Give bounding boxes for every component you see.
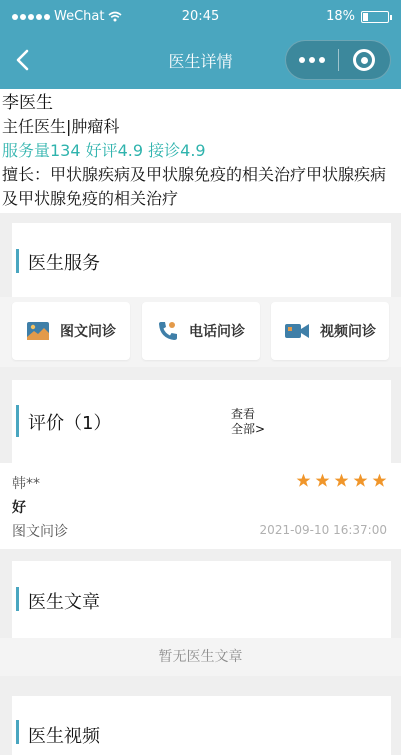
section-marker xyxy=(16,587,19,611)
review-text: 好 xyxy=(12,500,26,516)
reviews-header xyxy=(12,380,391,463)
doctor-title: 主任医生|肿瘤科 xyxy=(2,117,120,136)
phone-icon xyxy=(157,320,179,342)
review-date: 2021-09-10 16:37:00 xyxy=(259,523,387,537)
view-all-line2: 全部> xyxy=(231,422,266,436)
service-label: 图文问诊 xyxy=(60,324,116,340)
carrier-name: WeChat xyxy=(54,9,105,24)
service-label: 电话问诊 xyxy=(189,324,245,340)
clock: 20:45 xyxy=(181,9,220,24)
star-icon xyxy=(372,473,387,488)
top-bar xyxy=(0,0,401,89)
star-icon xyxy=(353,473,368,488)
articles-header xyxy=(12,561,391,638)
close-icon[interactable] xyxy=(339,40,390,80)
service-label: 视频问诊 xyxy=(320,324,376,340)
articles-empty-state: 暂无医生文章 xyxy=(0,638,401,676)
service-phone[interactable] xyxy=(142,302,260,360)
services-heading: 医生服务 xyxy=(28,253,100,274)
page-title: 医生详情 xyxy=(168,52,233,71)
video-camera-icon xyxy=(284,321,310,341)
videos-header xyxy=(12,696,391,755)
doctor-stats: 服务量134 好评4.9 接诊4.9 xyxy=(2,141,206,160)
reviews-heading: 评价（1） xyxy=(28,413,112,434)
section-marker xyxy=(16,405,19,437)
videos-heading: 医生视频 xyxy=(28,726,100,747)
more-icon[interactable] xyxy=(286,40,338,80)
review-user: 韩** xyxy=(12,476,40,492)
star-icon xyxy=(334,473,349,488)
star-icon xyxy=(315,473,330,488)
view-all-reviews-link[interactable] xyxy=(231,407,265,437)
image-text-icon xyxy=(26,320,50,342)
services-header xyxy=(12,223,391,297)
mini-program-capsule xyxy=(285,40,391,80)
status-bar xyxy=(0,0,401,34)
navigation-bar xyxy=(0,34,401,86)
section-marker xyxy=(16,720,19,744)
service-image-text[interactable] xyxy=(12,302,130,360)
battery-icon xyxy=(361,11,389,23)
review-item xyxy=(0,463,401,549)
view-all-line1: 查看 xyxy=(231,407,256,421)
doctor-name: 李医生 xyxy=(2,93,53,113)
review-rating xyxy=(296,473,387,488)
doctor-info xyxy=(0,89,401,213)
section-marker xyxy=(16,249,19,273)
star-icon xyxy=(296,473,311,488)
doctor-specialty: 擅长：甲状腺疾病及甲状腺免疫的相关治疗甲状腺疾病及甲状腺免疫的相关治疗 xyxy=(2,165,387,208)
services-row xyxy=(0,297,401,367)
articles-heading: 医生文章 xyxy=(28,592,100,613)
service-video[interactable] xyxy=(271,302,389,360)
battery xyxy=(326,9,389,24)
battery-percent: 18% xyxy=(326,9,355,24)
review-service-type: 图文问诊 xyxy=(12,524,68,540)
